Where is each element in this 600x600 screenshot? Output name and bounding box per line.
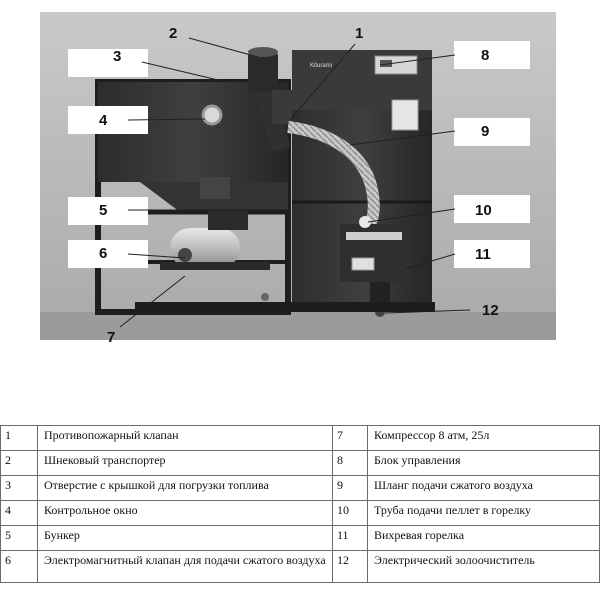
- table-row: [1, 476, 600, 501]
- brand-label: Kiturami: [310, 63, 333, 69]
- left-text: Противопожарный клапан: [38, 426, 333, 451]
- callout-11: 11: [475, 246, 491, 263]
- left-text: Контрольное окно: [38, 501, 333, 526]
- callout-4: 4: [99, 112, 108, 129]
- callout-12: 12: [482, 302, 499, 319]
- right-num: 12: [333, 551, 368, 583]
- callout-9: 9: [481, 123, 490, 140]
- right-num: 8: [333, 451, 368, 476]
- leader-7: [120, 276, 185, 327]
- right-num: 7: [333, 426, 368, 451]
- leader-10: [368, 209, 455, 222]
- callout-8: 8: [481, 47, 490, 64]
- table-row: [1, 551, 600, 583]
- right-text: Электрический золоочиститель: [368, 551, 600, 583]
- leader-8: [380, 55, 455, 65]
- right-text: Компрессор 8 атм, 25л: [368, 426, 600, 451]
- left-text: Отверстие с крышкой для погрузки топлива: [38, 476, 333, 501]
- right-text: Шланг подачи сжатого воздуха: [368, 476, 600, 501]
- left-num: 4: [1, 501, 38, 526]
- callout-1: 1: [355, 25, 364, 42]
- leader-6: [128, 254, 185, 258]
- left-num: 6: [1, 551, 38, 583]
- leader-9: [350, 131, 455, 145]
- left-num: 1: [1, 426, 38, 451]
- table-row: [1, 526, 600, 551]
- left-text: Шнековый транспортер: [38, 451, 333, 476]
- right-num: 11: [333, 526, 368, 551]
- callout-7: 7: [107, 329, 116, 346]
- left-num: 5: [1, 526, 38, 551]
- callout-6: 6: [99, 245, 108, 262]
- callout-5: 5: [99, 202, 108, 219]
- right-text: Труба подачи пеллет в горелку: [368, 501, 600, 526]
- leader-12: [385, 310, 470, 313]
- table-row: [1, 426, 600, 451]
- callout-3: 3: [113, 48, 122, 65]
- callout-10: 10: [475, 202, 492, 219]
- leader-1: [290, 44, 355, 120]
- leader-2: [189, 38, 258, 57]
- left-text: Электромагнитный клапан для подачи сжатого воздуха: [38, 551, 333, 583]
- legend-table: [0, 425, 600, 583]
- right-num: 9: [333, 476, 368, 501]
- left-num: 3: [1, 476, 38, 501]
- right-text: Вихревая горелка: [368, 526, 600, 551]
- table-row: [1, 501, 600, 526]
- leader-11: [405, 254, 455, 269]
- callout-2: 2: [169, 25, 178, 42]
- leader-4: [128, 119, 205, 120]
- right-num: 10: [333, 501, 368, 526]
- right-text: Блок управления: [368, 451, 600, 476]
- left-num: 2: [1, 451, 38, 476]
- table-row: [1, 451, 600, 476]
- leader-3: [142, 62, 218, 80]
- left-text: Бункер: [38, 526, 333, 551]
